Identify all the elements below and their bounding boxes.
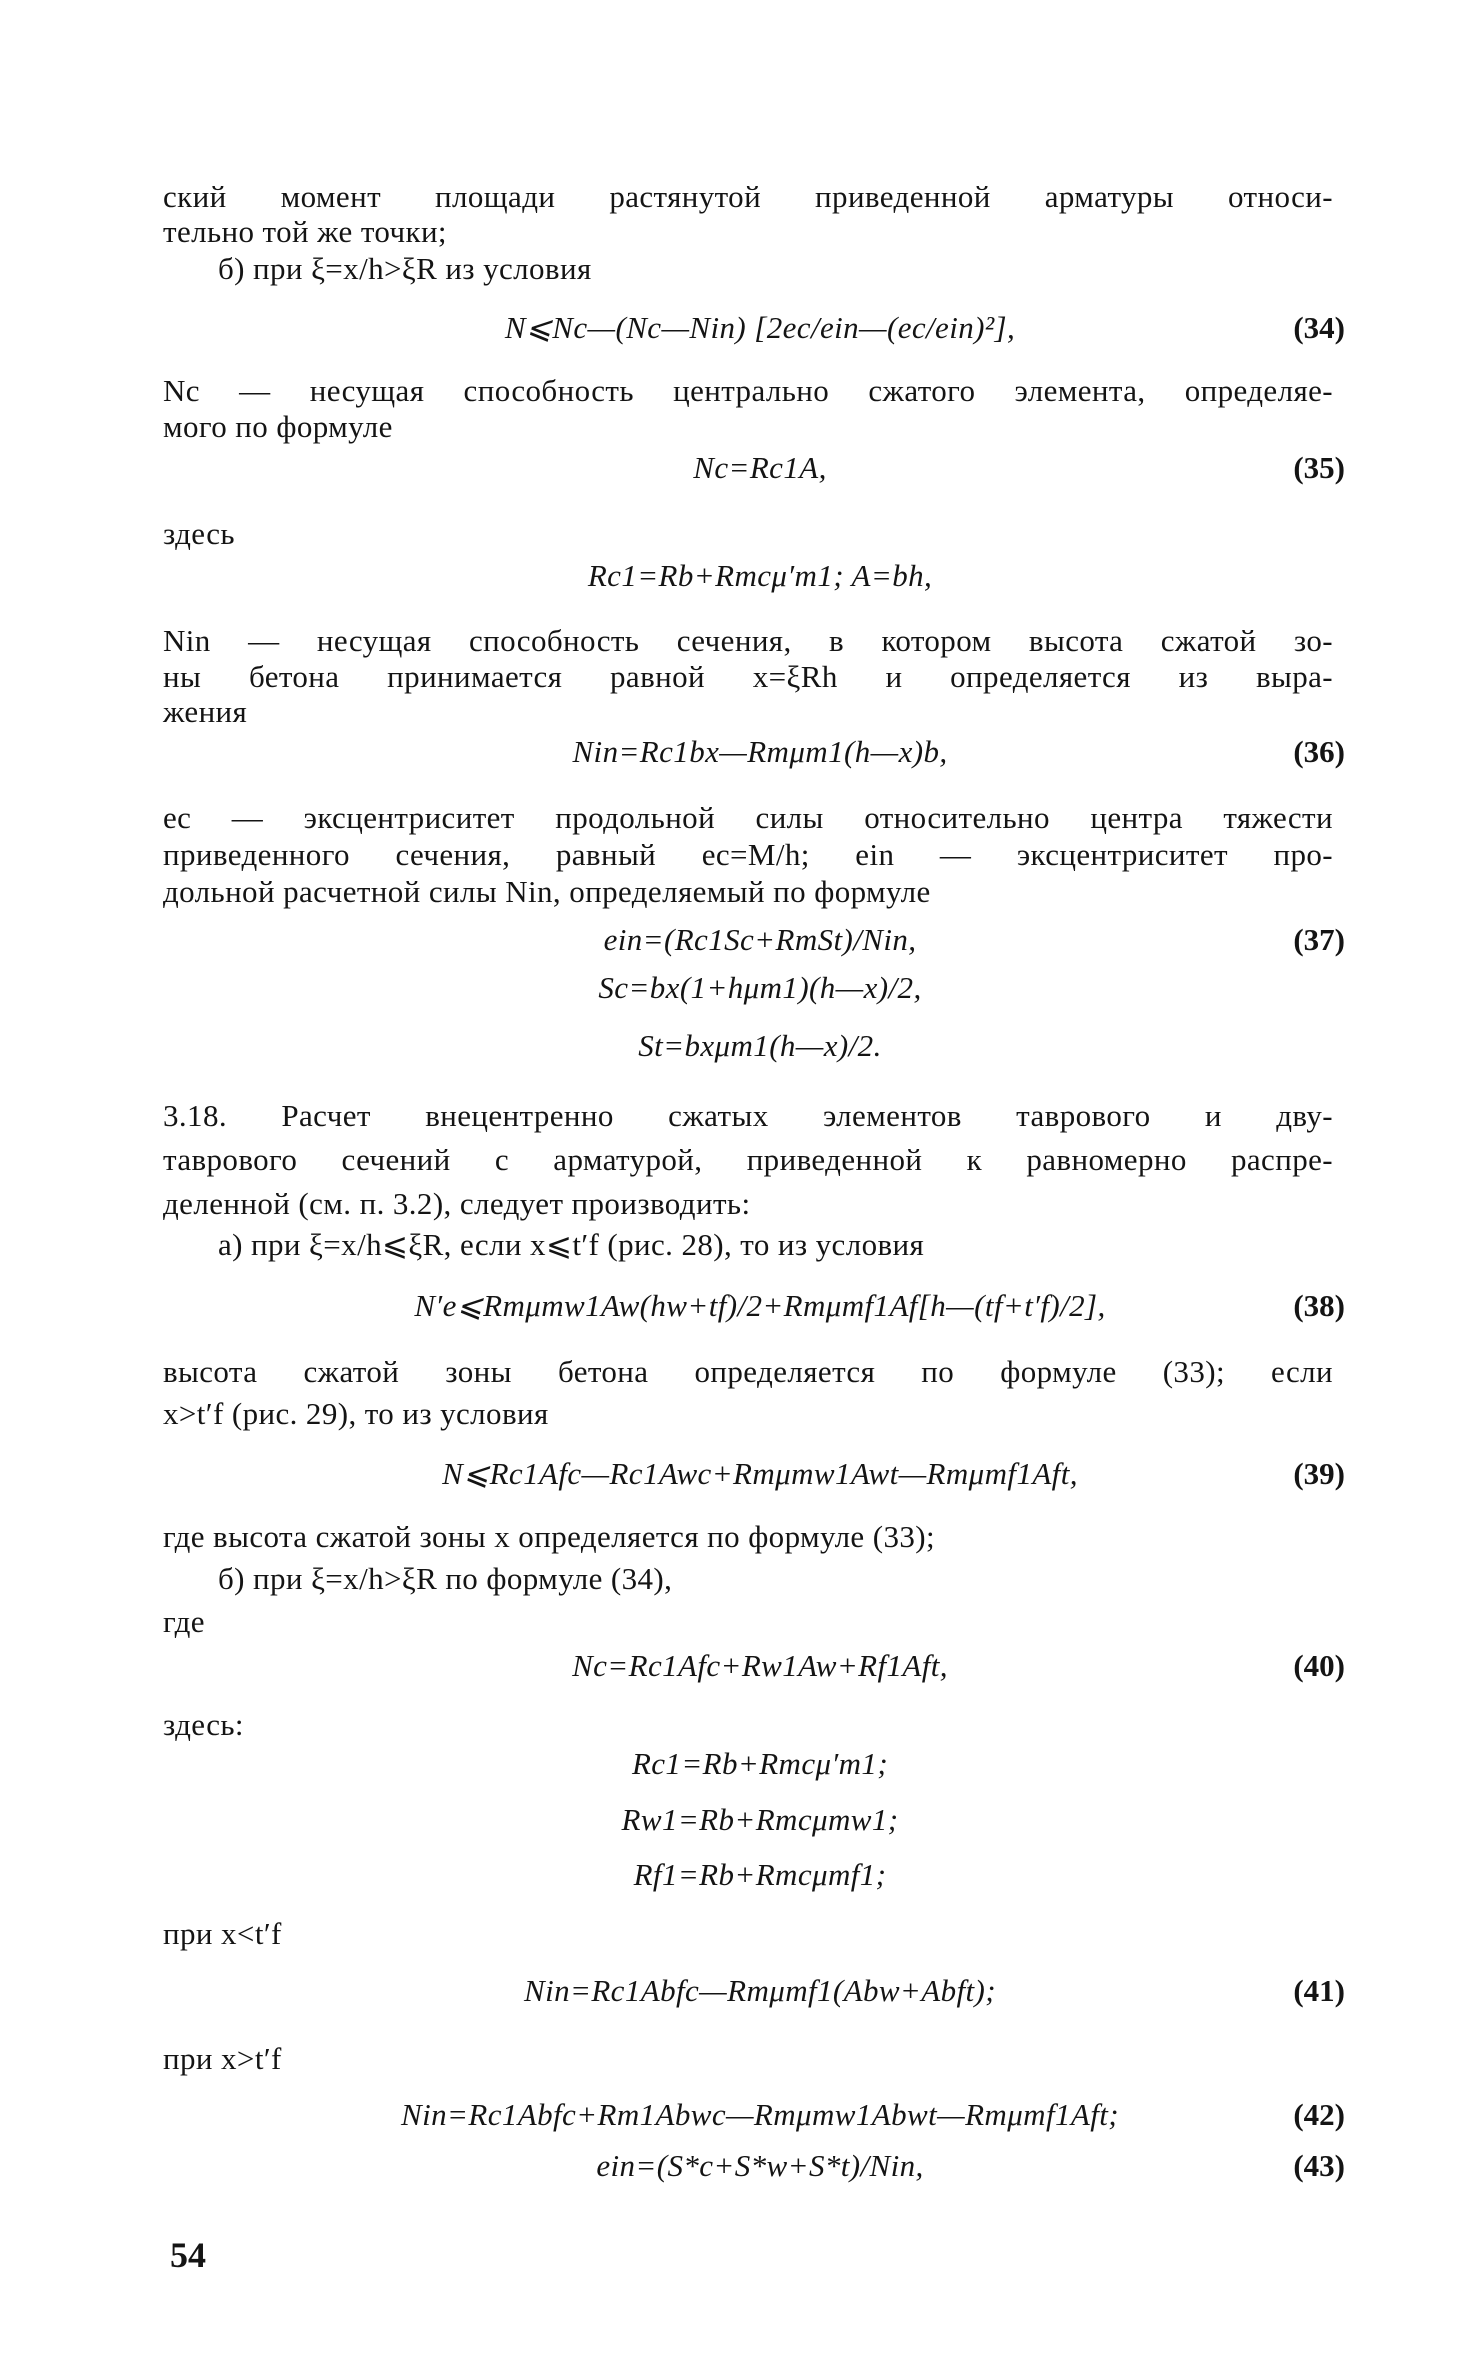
- formula: Rс1=Rb+Rmсμ′m1;: [631, 1746, 889, 1781]
- text-line: x>t′f (рис. 29), то из условия: [163, 1396, 549, 1431]
- equation-number: (39): [1293, 1456, 1345, 1491]
- text-line: здесь: [163, 516, 235, 551]
- text-line: при x>t′f: [163, 2041, 282, 2076]
- formula: Rf1=Rb+Rmсμmf1;: [633, 1857, 887, 1892]
- text-line: тельно той же точки;: [163, 214, 447, 249]
- text-line: eс — эксцентриситет продольной силы относительно центра тяжести: [163, 800, 1333, 835]
- text-line: Nin — несущая способность сечения, в котором высота сжатой зо-: [163, 623, 1333, 658]
- equation-number: (37): [1293, 922, 1345, 957]
- text-line: приведенного сечения, равный eс=M/h; ein — эксцентриситет про-: [163, 837, 1333, 872]
- formula-34: N⩽Nс—(Nс—Nin) [2eс/ein—(eс/ein)²],: [504, 310, 1016, 345]
- page-number: 54: [170, 2235, 206, 2275]
- formula-39: N⩽Rс1Afс—Rс1Awс+Rmμmw1Awt—Rmμmf1Aft,: [442, 1456, 1078, 1491]
- text-line: при x<t′f: [163, 1916, 282, 1951]
- text-line: мого по формуле: [163, 409, 393, 444]
- equation-number: (42): [1293, 2097, 1345, 2132]
- formula-36: Nin=Rс1bx—Rmμm1(h—x)b,: [572, 734, 948, 769]
- formula: Rс1=Rb+Rmсμ′m1; A=bh,: [587, 558, 933, 593]
- equation-number: (38): [1293, 1288, 1345, 1323]
- equation-number: (41): [1293, 1973, 1345, 2008]
- text-line: ский момент площади растянутой приведенной арматуры относи-: [163, 179, 1333, 214]
- equation-number: (34): [1293, 310, 1345, 345]
- text-line: дольной расчетной силы Nin, определяемый по формуле: [163, 874, 931, 909]
- formula-43: ein=(S*с+S*w+S*t)/Nin,: [596, 2148, 924, 2183]
- text-line: а) при ξ=x/h⩽ξR, если x⩽t′f (рис. 28), то из условия: [218, 1227, 925, 1262]
- equation-number: (43): [1293, 2148, 1345, 2183]
- formula-38: N′e⩽Rmμmw1Aw(hw+tf)/2+Rmμmf1Af[h—(tf+t′f)/2],: [414, 1288, 1106, 1323]
- text-line: где: [163, 1604, 205, 1639]
- text-line: таврового сечений с арматурой, приведенной к равномерно распре-: [163, 1142, 1333, 1177]
- formula-35: Nс=Rс1A,: [693, 450, 827, 485]
- formula: Rw1=Rb+Rmсμmw1;: [621, 1802, 899, 1837]
- text-line: где высота сжатой зоны x определяется по формуле (33);: [163, 1519, 936, 1554]
- equation-number: (35): [1293, 450, 1345, 485]
- text-line: б) при ξ=x/h>ξR из условия: [218, 251, 592, 286]
- text-line: Nс — несущая способность центрально сжатого элемента, определяе-: [163, 373, 1333, 408]
- formula-42: Nin=Rс1Abfс+Rm1Abwс—Rmμmw1Abwt—Rmμmf1Aft;: [401, 2097, 1119, 2132]
- text-line: ны бетона принимается равной x=ξRh и определяется из выра-: [163, 659, 1333, 694]
- formula-40: Nс=Rс1Afс+Rw1Aw+Rf1Aft,: [572, 1648, 948, 1683]
- text-line: здесь:: [163, 1707, 244, 1742]
- text-line: высота сжатой зоны бетона определяется по формуле (33); если: [163, 1354, 1333, 1389]
- equation-number: (40): [1293, 1648, 1345, 1683]
- formula-41: Nin=Rс1Abfс—Rmμmf1(Abw+Abft);: [524, 1973, 996, 2008]
- text-line: жения: [163, 694, 248, 729]
- text-line: деленной (см. п. 3.2), следует производить:: [163, 1186, 751, 1221]
- text-line: б) при ξ=x/h>ξR по формуле (34),: [218, 1561, 673, 1596]
- equation-number: (36): [1293, 734, 1345, 769]
- formula-37: ein=(Rс1Sс+RmSt)/Nin,: [603, 922, 917, 957]
- formula: Sс=bx(1+hμm1)(h—x)/2,: [598, 970, 922, 1005]
- formula: St=bxμm1(h—x)/2.: [638, 1028, 882, 1063]
- text-line: 3.18. Расчет внецентренно сжатых элементов таврового и дву-: [163, 1098, 1333, 1133]
